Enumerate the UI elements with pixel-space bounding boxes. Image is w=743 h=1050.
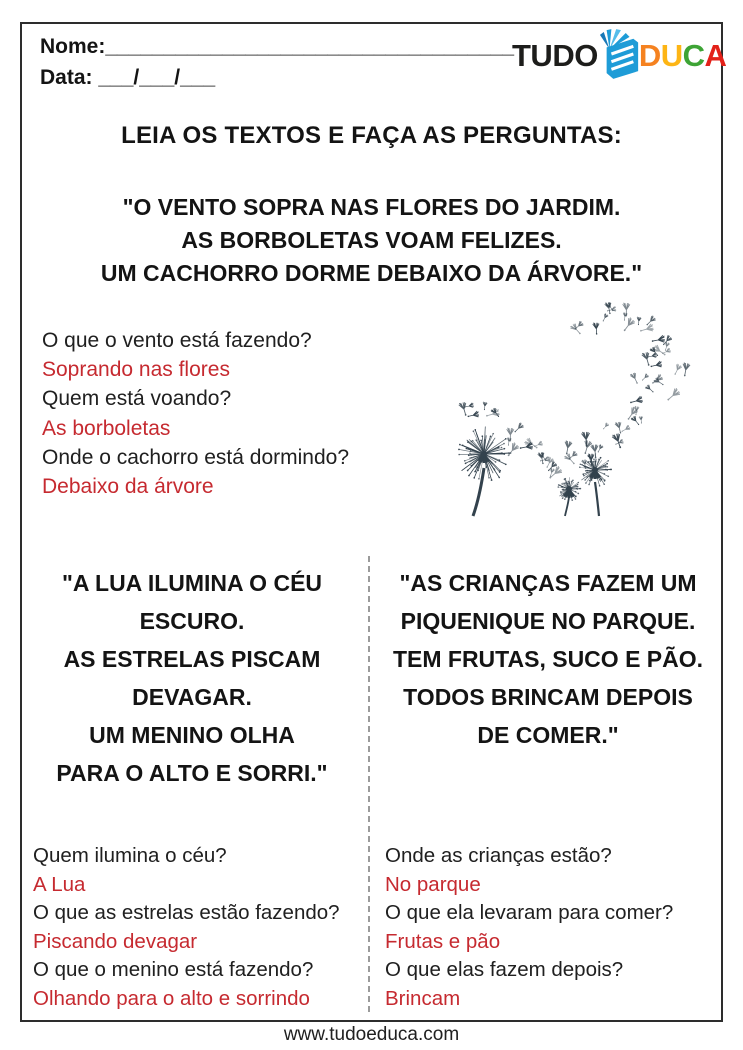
passage-2-line: "A LUA ILUMINA O CÉU bbox=[61, 570, 323, 596]
logo-word-tudo: TUDO bbox=[512, 38, 598, 73]
logo-letter-d: D bbox=[638, 38, 661, 73]
question: Onde o cachorro está dormindo? bbox=[42, 445, 350, 469]
qa-block-3 bbox=[385, 842, 673, 1014]
answer: Olhando para o alto e sorrindo bbox=[33, 986, 310, 1010]
answer: Debaixo da árvore bbox=[42, 475, 214, 499]
passage-2-line: PARA O ALTO E SORRI." bbox=[56, 760, 328, 786]
answer: Frutas e pão bbox=[385, 929, 501, 953]
passage-1 bbox=[0, 191, 743, 290]
date-label: Data: bbox=[40, 66, 93, 89]
question: O que o vento está fazendo? bbox=[42, 329, 312, 352]
question: O que ela levaram para comer? bbox=[385, 901, 674, 925]
passage-1-line: AS BORBOLETAS VOAM FELIZES. bbox=[181, 227, 562, 253]
question: O que as estrelas estão fazendo? bbox=[33, 901, 340, 925]
passage-3-line: TEM FRUTAS, SUCO E PÃO. bbox=[392, 646, 704, 672]
passage-2-line: ESCURO. bbox=[139, 608, 245, 634]
passage-1-line: UM CACHORRO DORME DEBAIXO DA ÁRVORE." bbox=[100, 260, 643, 286]
passage-2-line: UM MENINO OLHA bbox=[89, 722, 295, 748]
column-divider-dashed bbox=[368, 556, 370, 1012]
logo-letter-a: A bbox=[704, 38, 727, 73]
question: Onde as crianças estão? bbox=[385, 844, 612, 867]
answer: A Lua bbox=[33, 872, 86, 896]
passage-1-line: "O VENTO SOPRA NAS FLORES DO JARDIM. bbox=[122, 194, 621, 220]
qa-block-1 bbox=[42, 326, 349, 501]
answer: As borboletas bbox=[42, 416, 171, 440]
answer: No parque bbox=[385, 872, 481, 896]
passage-2 bbox=[24, 564, 360, 792]
passage-3-line: PIQUENIQUE NO PARQUE. bbox=[400, 608, 696, 634]
book-logo-icon bbox=[599, 28, 641, 80]
header-fields bbox=[40, 31, 514, 93]
question: Quem está voando? bbox=[42, 387, 232, 411]
passage-3-line: DE COMER." bbox=[477, 722, 619, 748]
answer: Soprando nas flores bbox=[42, 358, 230, 382]
name-label: Nome: bbox=[40, 35, 106, 58]
worksheet-title: LEIA OS TEXTOS E FAÇA AS PERGUNTAS: bbox=[121, 122, 622, 149]
website-footer: www.tudoeduca.com bbox=[283, 1024, 460, 1045]
name-blank-line: ___________________________________ bbox=[105, 35, 515, 58]
passage-3-line: TODOS BRINCAM DEPOIS bbox=[403, 684, 693, 710]
passage-3 bbox=[380, 564, 716, 754]
passage-2-line: DEVAGAR. bbox=[132, 684, 252, 710]
passage-3-line: "AS CRIANÇAS FAZEM UM bbox=[399, 570, 697, 596]
question: O que o menino está fazendo? bbox=[33, 958, 314, 982]
logo-letter-u: U bbox=[660, 38, 683, 73]
name-field-row bbox=[40, 31, 514, 62]
dandelion-illustration bbox=[452, 290, 720, 518]
tudoeduca-logo bbox=[512, 30, 726, 82]
logo-letter-c: C bbox=[682, 38, 705, 73]
date-field-row bbox=[40, 62, 514, 93]
question: Quem ilumina o céu? bbox=[33, 844, 227, 867]
passage-2-line: AS ESTRELAS PISCAM bbox=[63, 646, 321, 672]
qa-block-2 bbox=[33, 842, 340, 1014]
answer: Brincam bbox=[385, 986, 461, 1010]
date-blank-line: ___/___/___ bbox=[98, 66, 216, 89]
answer: Piscando devagar bbox=[33, 929, 198, 953]
question: O que elas fazem depois? bbox=[385, 958, 624, 982]
